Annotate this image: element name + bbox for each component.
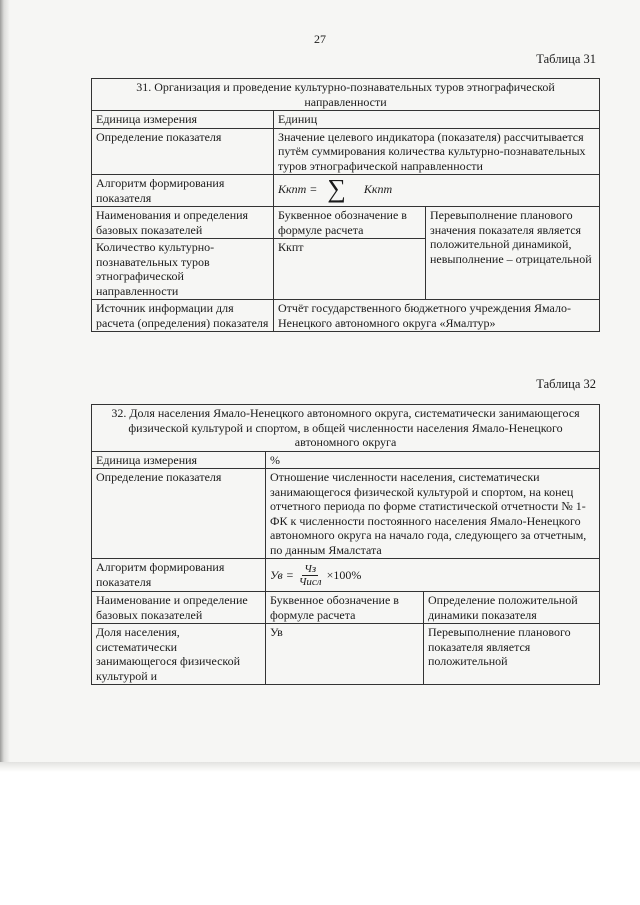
unit-label: Единица измерения <box>92 111 274 129</box>
formula-cell <box>274 175 600 207</box>
table-32 <box>91 404 600 685</box>
formula-left: Ккпт = <box>278 181 318 196</box>
symbol-header: Буквенное обозначение в формуле расчета <box>266 592 424 624</box>
population-share-note: Перевыполнение планового показателя является положительной <box>424 624 600 685</box>
formula-tail: ×100% <box>326 567 362 582</box>
formula-left: Ув = <box>270 567 294 582</box>
dynamics-header: Определение положительной динамики показателя <box>424 592 600 624</box>
definition-label: Определение показателя <box>92 469 266 559</box>
tour-count-label: Количество культурно-познавательных туров этнографической направленности <box>92 239 274 300</box>
fraction-denominator: Числ <box>298 575 322 588</box>
table-31-title: 31. Организация и проведение культурно-познавательных туров этнографической направленности <box>92 79 600 111</box>
definition-value: Отношение численности населения, систематически занимающегося физической культурой и спортом, на конец отчетного периода по форме статистической отчетности № 1-ФК к численности постоянного населения Ямало-Ненецкого автономного округа на начало года, следующего за отчетным, по данным Ямалстата <box>266 469 600 559</box>
population-share-symbol: Ув <box>266 624 424 685</box>
table-32-title: 32. Доля населения Ямало-Ненецкого автономного округа, систематически занимающегося физической культурой и спортом, в общей численности населения Ямало-Ненецкого автономного округа <box>92 405 600 452</box>
fraction <box>297 563 324 588</box>
base-indicators-label: Наименования и определения базовых показателей <box>92 207 274 239</box>
definition-label: Определение показателя <box>92 128 274 175</box>
algorithm-label: Алгоритм формирования показателя <box>92 559 266 592</box>
dynamics-note: Перевыполнение планового значения показателя является положительной динамикой, невыполнение – отрицательной <box>426 207 600 300</box>
sum-symbol: ∑ <box>327 174 346 203</box>
scan-edge <box>0 0 10 770</box>
base-indicators-label: Наименование и определение базовых показателей <box>92 592 266 624</box>
unit-value: Единиц <box>274 111 600 129</box>
formula-right: Ккпт <box>363 181 393 196</box>
table-32-caption: Таблица 32 <box>536 377 596 391</box>
population-share-label: Доля населения, систематически занимающегося физической культурой и <box>92 624 266 685</box>
tour-count-symbol: Ккпт <box>274 239 426 300</box>
fraction-numerator: Чз <box>304 562 317 575</box>
definition-value: Значение целевого индикатора (показателя) рассчитывается путём суммирования количества культурно-познавательных туров этнографической направленности <box>274 128 600 175</box>
formula-cell <box>266 559 600 592</box>
table-31 <box>91 78 600 332</box>
table-31-caption: Таблица 31 <box>536 52 596 66</box>
source-label: Источник информации для расчета (определения) показателя <box>92 300 274 332</box>
algorithm-label: Алгоритм формирования показателя <box>92 175 274 207</box>
page-bottom-edge <box>0 762 640 772</box>
formula <box>278 176 595 202</box>
page-number: 27 <box>314 32 326 46</box>
symbol-header: Буквенное обозначение в формуле расчета <box>274 207 426 239</box>
unit-label: Единица измерения <box>92 451 266 469</box>
source-value: Отчёт государственного бюджетного учреждения Ямало-Ненецкого автономного округа «Ямалтур» <box>274 300 600 332</box>
formula <box>270 560 595 590</box>
unit-value: % <box>266 451 600 469</box>
